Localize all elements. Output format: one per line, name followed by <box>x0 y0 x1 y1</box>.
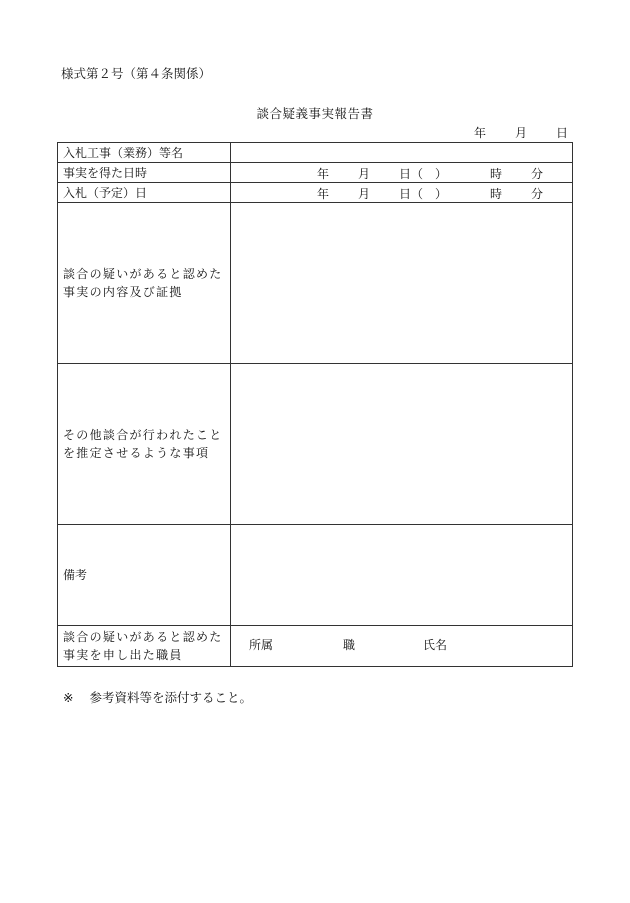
reporting-staff-field[interactable] <box>231 626 573 667</box>
table-row <box>58 626 573 667</box>
minute-label: 分 <box>531 187 544 201</box>
project-name-field[interactable] <box>231 143 573 163</box>
note-text: 参考資料等を添付すること。 <box>89 690 252 705</box>
position-label: 職 <box>343 638 356 652</box>
note-mark: ※ <box>63 690 74 705</box>
minute-label: 分 <box>531 167 544 181</box>
table-row <box>58 364 573 525</box>
suspected-facts-field[interactable] <box>231 203 573 364</box>
month-label: 月 <box>358 167 371 181</box>
bid-date-field[interactable] <box>231 183 573 203</box>
bid-date-label: 入札（予定）日 <box>58 183 231 203</box>
fact-obtained-datetime-field[interactable] <box>231 163 573 183</box>
table-row <box>58 143 573 163</box>
fact-obtained-datetime-label: 事実を得た日時 <box>58 163 231 183</box>
weekday-parens: （ ） <box>411 187 448 201</box>
form-number: 様式第２号（第４条関係） <box>61 66 212 81</box>
table-row <box>58 525 573 626</box>
hour-label: 時 <box>490 167 503 181</box>
attachment-note <box>63 688 252 706</box>
remarks-field[interactable] <box>231 525 573 626</box>
table-row <box>58 203 573 364</box>
table-row <box>58 183 573 203</box>
table-row <box>58 163 573 183</box>
other-matters-field[interactable] <box>231 364 573 525</box>
month-label: 月 <box>358 187 371 201</box>
other-matters-label: その他談合が行われたことを推定させるような事項 <box>58 364 231 525</box>
reporting-staff-label: 談合の疑いがあると認めた事実を申し出た職員 <box>58 626 231 667</box>
hour-label: 時 <box>490 187 503 201</box>
day-label: 日 <box>399 187 412 201</box>
affiliation-label: 所属 <box>249 638 274 652</box>
report-form-table <box>57 142 573 667</box>
day-label: 日 <box>399 167 412 181</box>
document-title: 談合疑義事実報告書 <box>256 106 374 121</box>
project-name-label: 入札工事（業務）等名 <box>58 143 231 163</box>
year-label: 年 <box>317 187 330 201</box>
suspected-facts-label: 談合の疑いがあると認めた事実の内容及び証拠 <box>58 203 231 364</box>
report-date-month-label: 月 <box>515 126 528 140</box>
report-date-year-label: 年 <box>474 126 487 140</box>
report-date-day-label: 日 <box>556 126 569 140</box>
year-label: 年 <box>317 167 330 181</box>
staff-name-label: 氏名 <box>423 638 448 652</box>
weekday-parens: （ ） <box>411 167 448 181</box>
remarks-label: 備考 <box>58 525 231 626</box>
